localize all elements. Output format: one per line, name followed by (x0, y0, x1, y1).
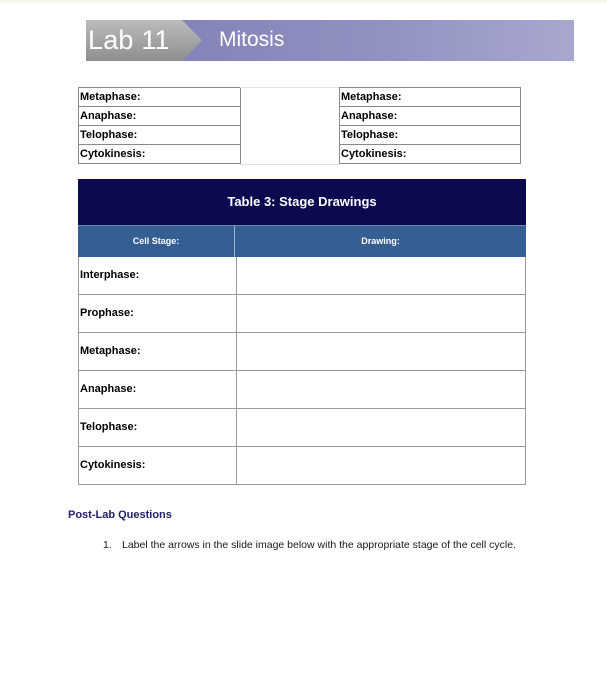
banner-lab-number: Lab 11 (88, 25, 170, 55)
table-row (340, 126, 521, 145)
table-header-row (78, 225, 526, 257)
stage-label: Telophase: (79, 126, 241, 145)
stage-label: Telophase: (340, 126, 521, 145)
top-right-stage-table (339, 87, 521, 164)
stage-drawings-table (78, 179, 526, 485)
table-row (79, 409, 525, 447)
drawing-cell[interactable] (237, 295, 525, 332)
table-row (340, 88, 521, 107)
stage-cell: Interphase: (79, 257, 237, 294)
stage-label: Cytokinesis: (340, 145, 521, 164)
table-row (79, 333, 525, 371)
table-row (79, 107, 241, 126)
banner-title: Mitosis (219, 28, 285, 51)
stage-label: Anaphase: (340, 107, 521, 126)
top-table-spacer (240, 87, 339, 165)
top-left-stage-table (78, 87, 241, 164)
stage-cell: Anaphase: (79, 371, 237, 408)
drawing-cell[interactable] (237, 447, 525, 484)
stage-cell: Telophase: (79, 409, 237, 446)
stage-cell: Metaphase: (79, 333, 237, 370)
drawing-cell[interactable] (237, 409, 525, 446)
table-row (79, 447, 525, 485)
stage-cell: Cytokinesis: (79, 447, 237, 484)
top-accent-line (0, 0, 607, 4)
table-row (79, 295, 525, 333)
stage-label: Cytokinesis: (79, 145, 241, 164)
header-cell-drawing: Drawing: (235, 226, 526, 257)
table-row (79, 145, 241, 164)
table-row (79, 371, 525, 409)
table-body (78, 257, 526, 485)
table-row (79, 126, 241, 145)
drawing-cell[interactable] (237, 371, 525, 408)
header-cell-stage: Cell Stage: (78, 226, 235, 257)
stage-cell: Prophase: (79, 295, 237, 332)
stage-label: Metaphase: (340, 88, 521, 107)
postlab-heading: Post-Lab Questions (68, 509, 172, 521)
question-number: 1. (103, 539, 112, 551)
drawing-cell[interactable] (237, 333, 525, 370)
stage-label: Metaphase: (79, 88, 241, 107)
table-row (340, 145, 521, 164)
table-row (79, 88, 241, 107)
lab-banner (86, 20, 574, 61)
stage-label: Anaphase: (79, 107, 241, 126)
table-title: Table 3: Stage Drawings (78, 179, 526, 225)
drawing-cell[interactable] (237, 257, 525, 294)
question-text: Label the arrows in the slide image below with the appropriate stage of the cell cycle. (122, 539, 516, 551)
table-row (340, 107, 521, 126)
table-row (79, 257, 525, 295)
